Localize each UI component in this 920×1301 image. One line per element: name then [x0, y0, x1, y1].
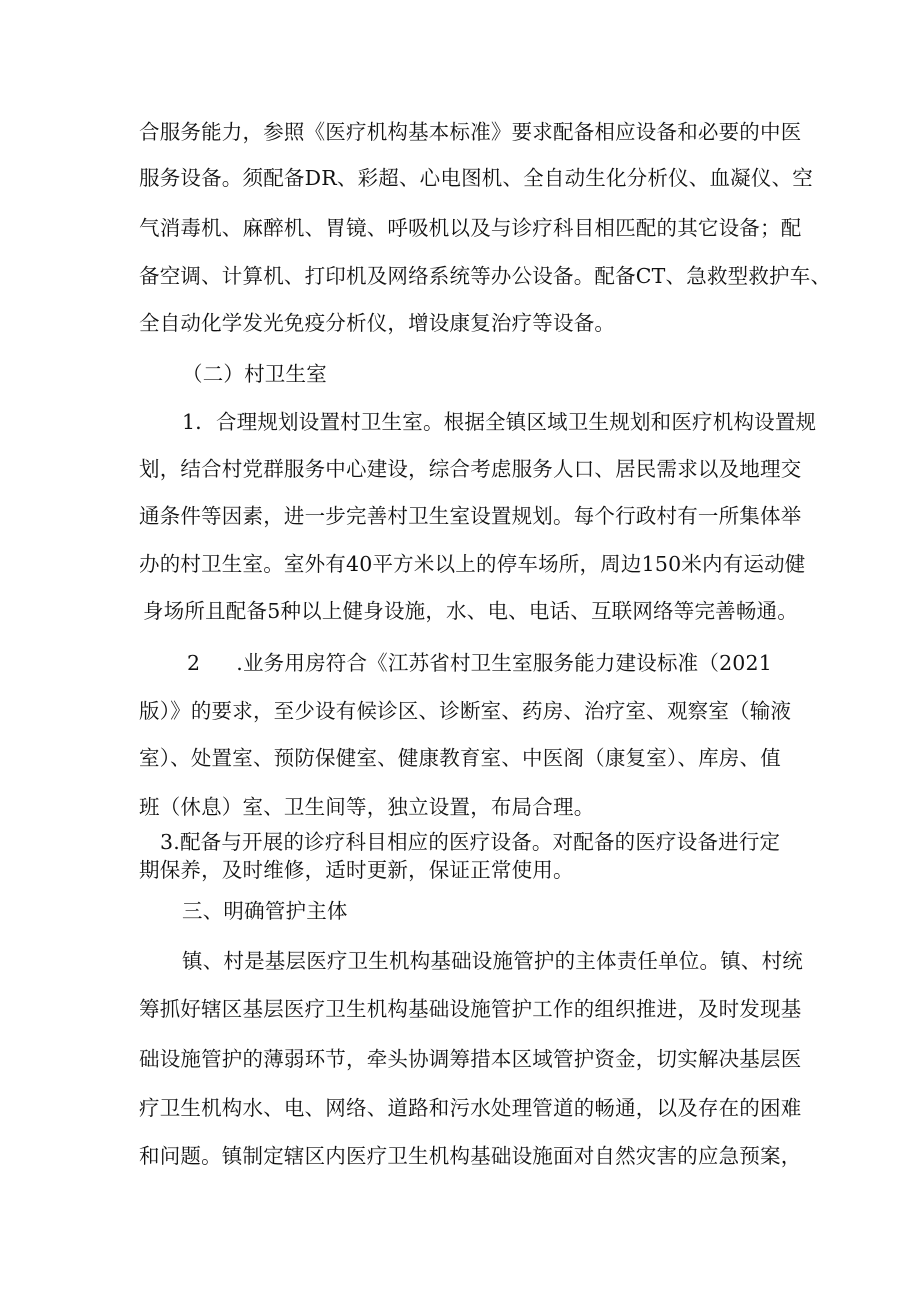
paragraph-line: 版）》的要求，至少设有候诊区、诊断室、药房、治疗室、观察室（输液	[139, 699, 792, 723]
paragraph-line: 气消毒机、麻醉机、胃镜、呼吸机以及与诊疗科目相匹配的其它设备；配	[139, 216, 802, 240]
paragraph-line: 合服务能力，参照《医疗机构基本标准》要求配备相应设备和必要的中医	[139, 120, 802, 144]
item-number: 2	[187, 651, 201, 675]
section-heading-village-clinic: （二）村卫生室	[182, 362, 327, 386]
paragraph-line: 班（休息）室、卫生间等，独立设置，布局合理。	[139, 795, 595, 819]
item-text: .业务用房符合《江苏省村卫生室服务能力建设标准（2021	[236, 651, 773, 675]
paragraph-line: 期保养，及时维修，适时更新，保证正常使用。	[139, 858, 574, 882]
paragraph-line: 室）、处置室、预防保健室、健康教育室、中医阁（康复室）、库房、值	[139, 746, 781, 770]
paragraph-line: 全自动化学发光免疫分析仪，增设康复治疗等设备。	[139, 311, 616, 335]
paragraph-line: 划，结合村党群服务中心建设，综合考虑服务人口、居民需求以及地理交	[139, 457, 802, 481]
section-heading-management-subject: 三、明确管护主体	[182, 899, 348, 923]
paragraph-line: 1．合理规划设置村卫生室。根据全镇区域卫生规划和医疗机构设置规	[182, 410, 817, 434]
paragraph-line: 身场所且配备5种以上健身设施，水、电、电话、互联网络等完善畅通。	[143, 599, 798, 623]
paragraph-line: 和问题。镇制定辖区内医疗卫生机构基础设施面对自然灾害的应急预案，	[139, 1144, 802, 1168]
paragraph-line: 镇、村是基层医疗卫生机构基础设施管护的主体责任单位。镇、村统	[182, 949, 803, 973]
paragraph-line: 通条件等因素，进一步完善村卫生室设置规划。每个行政村有一所集体举	[139, 504, 802, 528]
paragraph-line: 备空调、计算机、打印机及网络系统等办公设备。配备CT、急救型救护车、	[139, 264, 832, 288]
numbered-paragraph-line	[187, 649, 772, 677]
paragraph-line: 疗卫生机构水、电、网络、道路和污水处理管道的畅通，以及存在的困难	[139, 1096, 802, 1120]
paragraph-line: 3.配备与开展的诊疗科目相应的医疗设备。对配备的医疗设备进行定	[160, 830, 781, 854]
paragraph-line: 筹抓好辖区基层医疗卫生机构基础设施管护工作的组织推进，及时发现基	[139, 997, 802, 1021]
paragraph-line: 办的村卫生室。室外有40平方米以上的停车场所，周边150米内有运动健	[139, 552, 806, 576]
paragraph-line: 础设施管护的薄弱环节，牵头协调筹措本区域管护资金，切实解决基层医	[139, 1047, 802, 1071]
paragraph-line: 服务设备。须配备DR、彩超、心电图机、全自动生化分析仪、血凝仪、空	[139, 166, 813, 190]
